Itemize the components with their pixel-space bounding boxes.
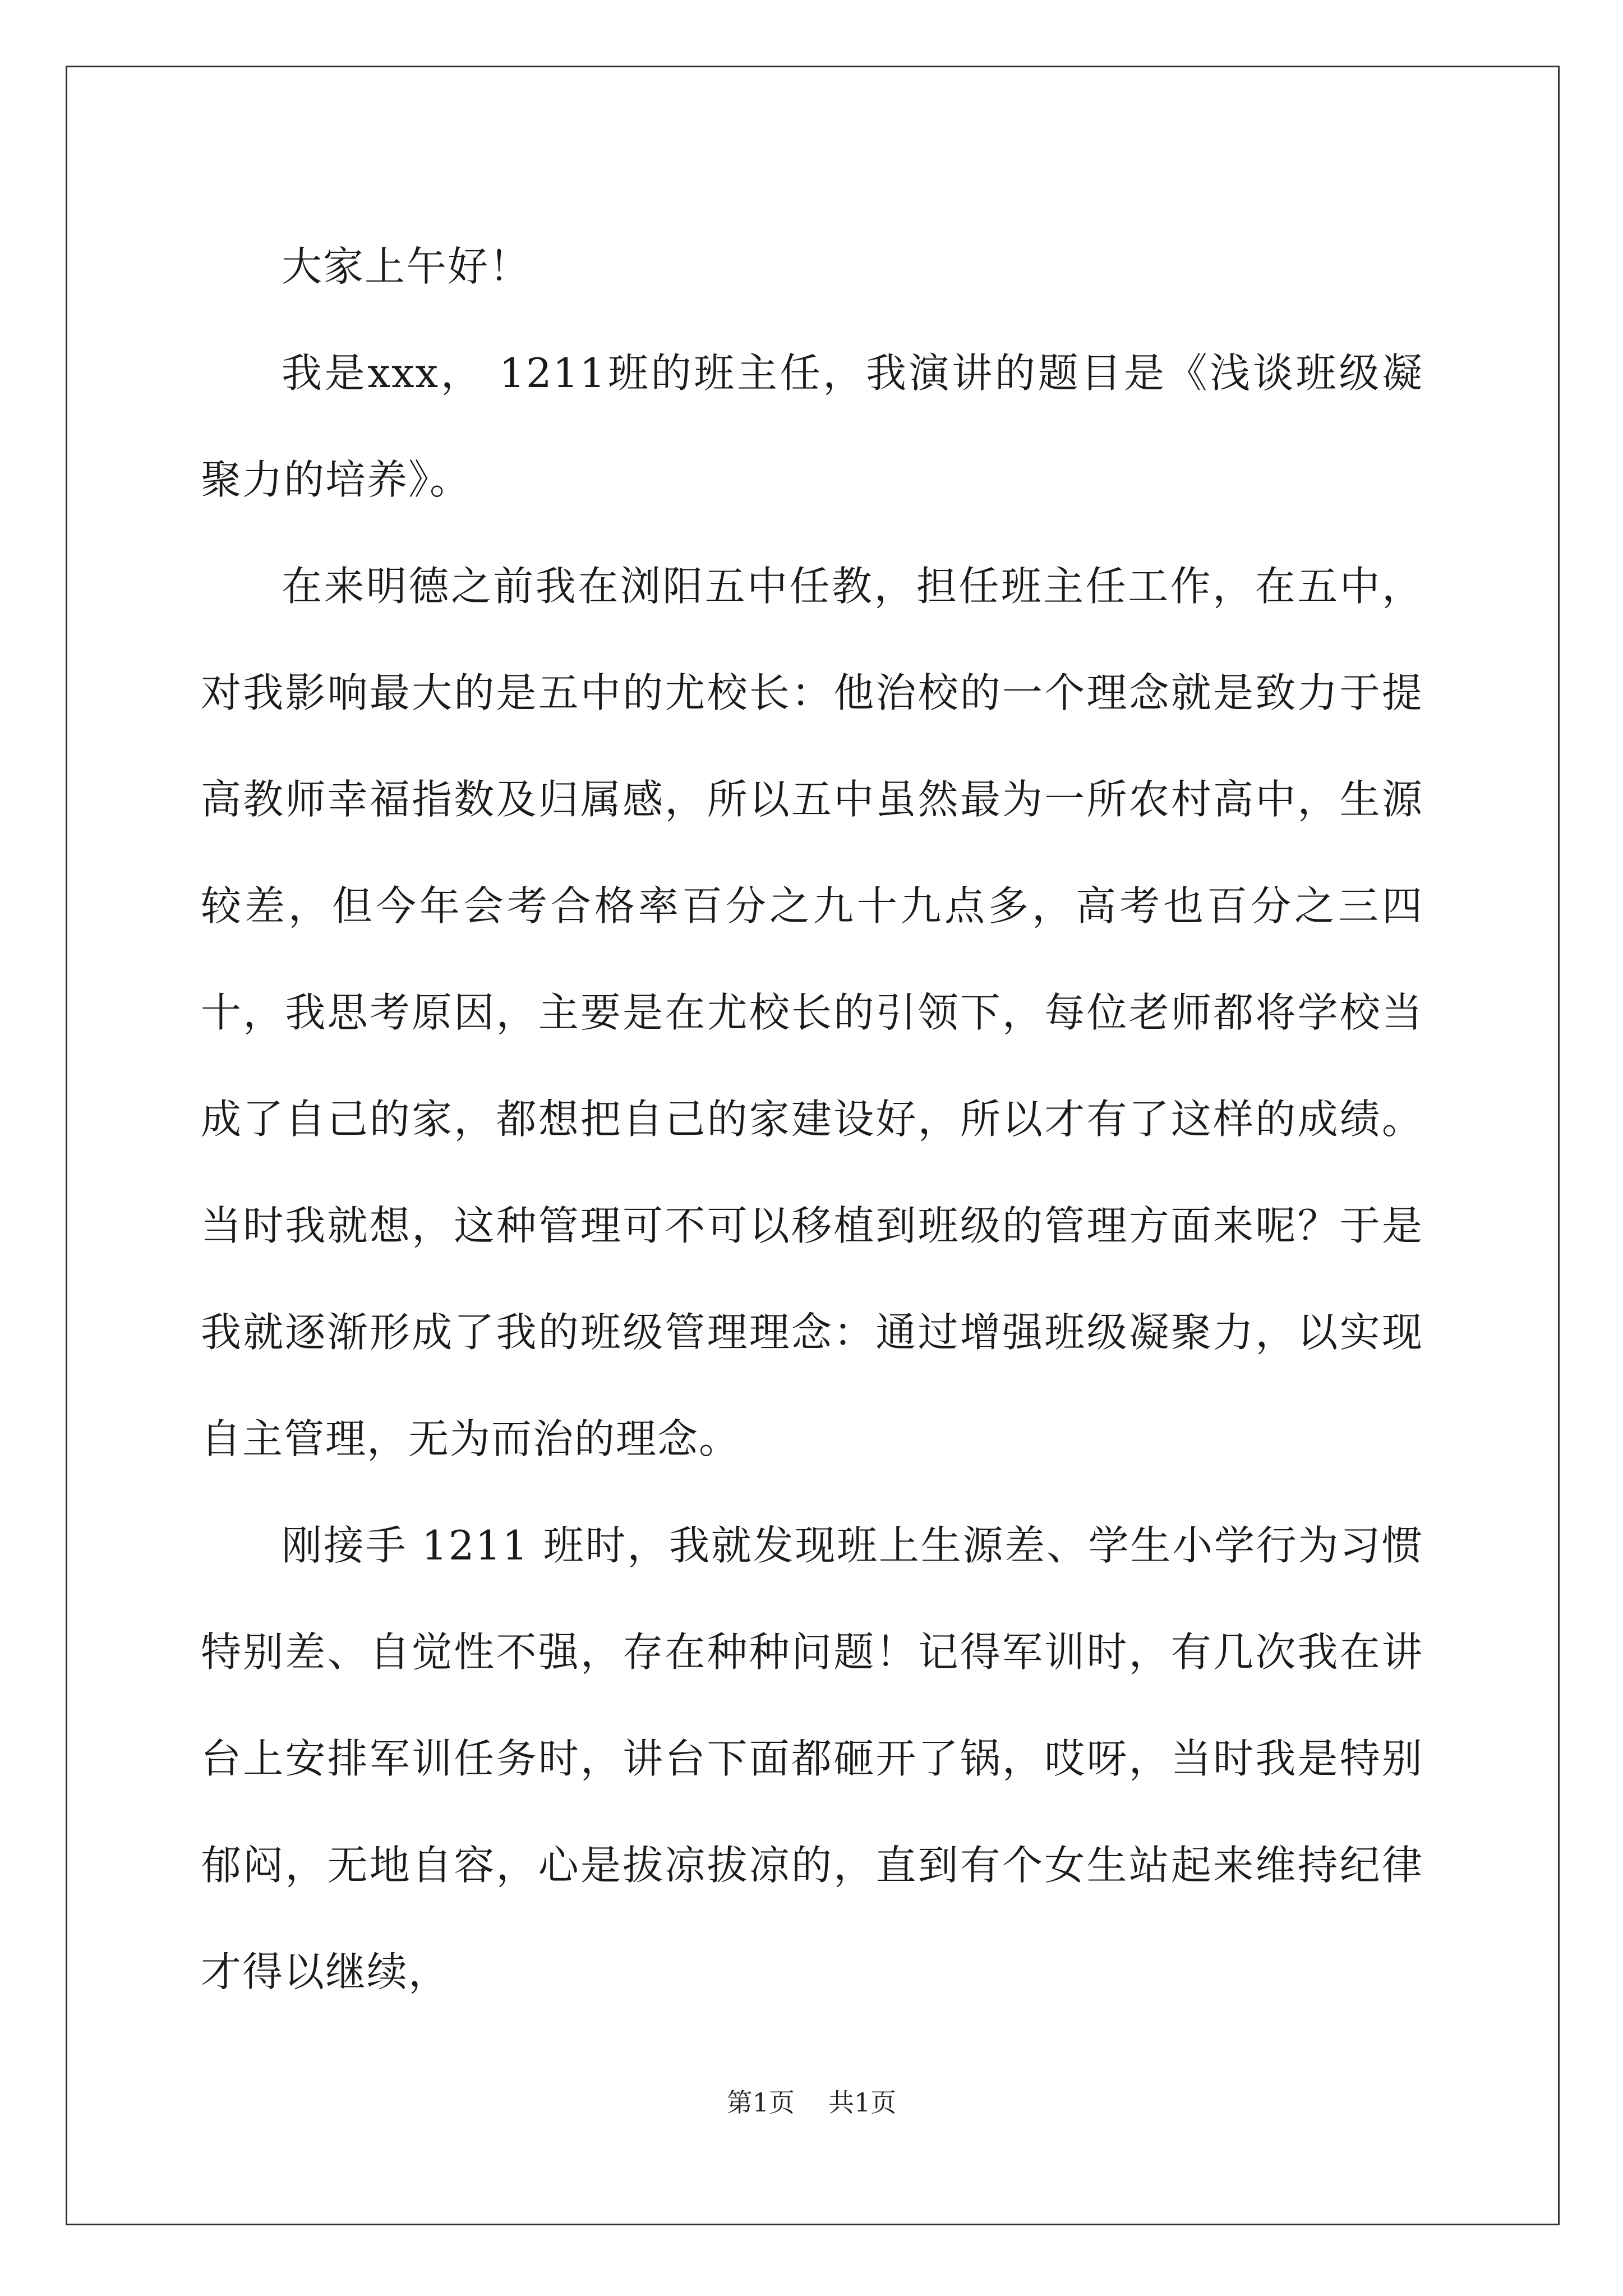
page-total: 共1页	[828, 2087, 897, 2118]
page-number: 第1页	[726, 2087, 795, 2118]
paragraph-introduction: 我是xxx， 1211班的班主任，我演讲的题目是《浅谈班级凝聚力的培养》。	[201, 349, 1423, 503]
document-body	[201, 213, 1423, 2025]
paragraph-background: 在来明德之前我在浏阳五中任教，担任班主任工作，在五中，对我影响最大的是五中的尤校长：他治校的一个理念就是致力于提高教师幸福指数及归属感，所以五中虽然最为一所农村高中，生源较差，但今年会考合格率百分之九十九点多，高考也百分之三四十，我思考原因，主要是在尤校长的引领下，每位老师都将学校当成了自己的家，都想把自己的家建设好，所以才有了这样的成绩。当时我就想，这种管理可不可以移植到班级的管理方面来呢？于是我就逐渐形成了我的班级管理理念：通过增强班级凝聚力，以实现自主管理，无为而治的理念。	[201, 563, 1423, 1462]
paragraph-class-story: 刚接手 1211 班时，我就发现班上生源差、学生小学行为习惯特别差、自觉性不强，存在种种问题！记得军训时，有几次我在讲台上安排军训任务时，讲台下面都砸开了锅，哎呀，当时我是特别郁闷，无地自容，心是拔凉拔凉的，直到有个女生站起来维持纪律才得以继续，	[201, 1522, 1423, 1995]
page-footer	[0, 2086, 1623, 2119]
paragraph-greeting: 大家上午好！	[282, 243, 531, 290]
